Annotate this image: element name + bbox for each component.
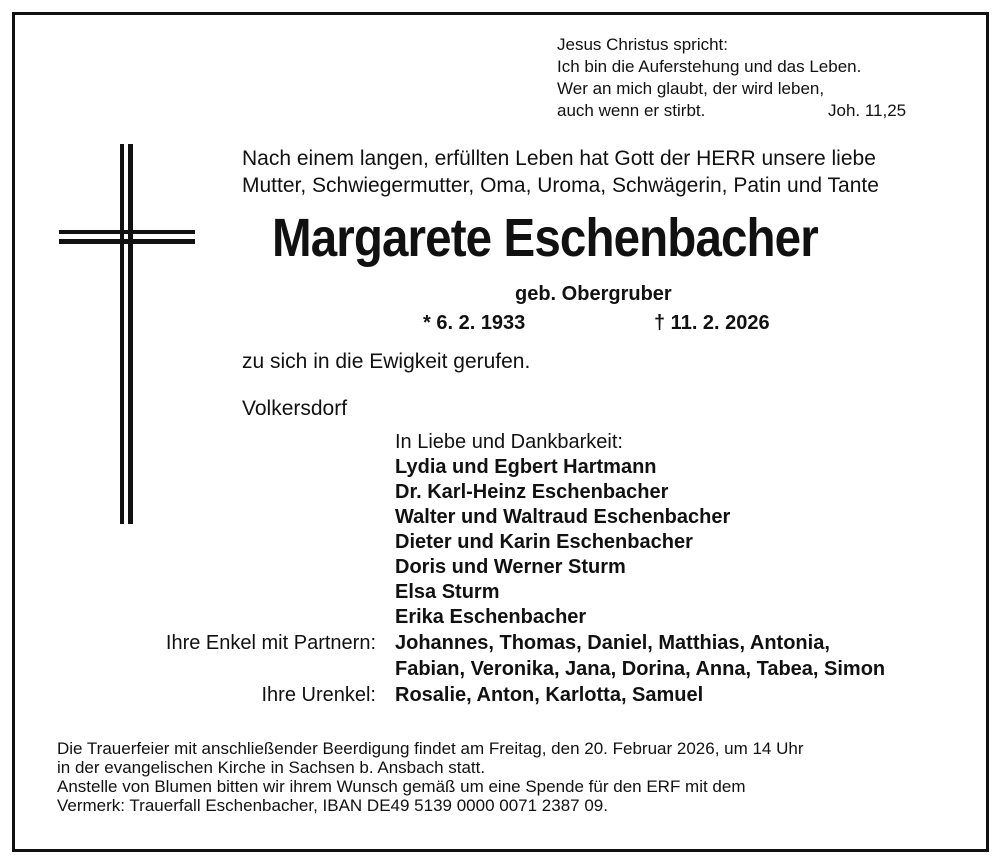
notice-line: Anstelle von Blumen bitten wir ihrem Wunsch gemäß um eine Spende für den ERF mit dem (57, 777, 746, 796)
verse-line: auch wenn er stirbt. (557, 101, 706, 120)
grandchildren-label: Ihre Enkel mit Partnern: (165, 632, 376, 654)
grandchildren-line: Johannes, Thomas, Daniel, Matthias, Antonia, (395, 632, 830, 654)
intro-text (242, 145, 879, 199)
mourners-lead: In Liebe und Dankbarkeit: (395, 431, 623, 453)
called-text: zu sich in die Ewigkeit gerufen. (242, 350, 531, 373)
mourner-name: Dr. Karl-Heinz Eschenbacher (395, 481, 669, 503)
mourner-name: Elsa Sturm (395, 581, 500, 603)
death-date: † 11. 2. 2026 (654, 312, 770, 334)
cross-icon (57, 142, 197, 527)
notice-line: Vermerk: Trauerfall Eschenbacher, IBAN DE49 5139 0000 0071 2387 09. (57, 796, 608, 815)
great-grandchildren-names: Rosalie, Anton, Karlotta, Samuel (395, 684, 704, 706)
notice-line: in der evangelischen Kirche in Sachsen b. Ansbach statt. (57, 758, 486, 777)
maiden-name: geb. Obergruber (515, 283, 672, 305)
mourner-name: Dieter und Karin Eschenbacher (395, 531, 693, 553)
verse-line: Ich bin die Auferstehung und das Leben. (557, 57, 862, 76)
great-grandchildren-label: Ihre Urenkel: (261, 684, 376, 706)
intro-line: Nach einem langen, erfüllten Leben hat Gott der HERR unsere liebe (242, 147, 876, 170)
grandchildren-names (395, 630, 885, 682)
verse-reference: Joh. 11,25 (828, 101, 907, 120)
bible-verse (557, 34, 861, 122)
notice-line: Die Trauerfeier mit anschließender Beerdigung findet am Freitag, den 20. Februar 2026, um 14 Uhr (57, 739, 804, 758)
intro-line: Mutter, Schwiegermutter, Oma, Uroma, Schwägerin, Patin und Tante (242, 174, 879, 197)
verse-line: Jesus Christus spricht: (557, 35, 728, 54)
place-name: Volkersdorf (242, 397, 348, 420)
deceased-name: Margarete Eschenbacher (272, 208, 818, 268)
mourners-list (395, 430, 730, 630)
mourner-name: Erika Eschenbacher (395, 606, 587, 628)
funeral-notice (57, 739, 804, 815)
mourner-name: Lydia und Egbert Hartmann (395, 456, 657, 478)
mourner-name: Walter und Waltraud Eschenbacher (395, 506, 731, 528)
verse-line: Wer an mich glaubt, der wird leben, (557, 79, 825, 98)
birth-date: * 6. 2. 1933 (423, 312, 526, 334)
mourner-name: Doris und Werner Sturm (395, 556, 626, 578)
grandchildren-line: Fabian, Veronika, Jana, Dorina, Anna, Tabea, Simon (395, 658, 886, 680)
